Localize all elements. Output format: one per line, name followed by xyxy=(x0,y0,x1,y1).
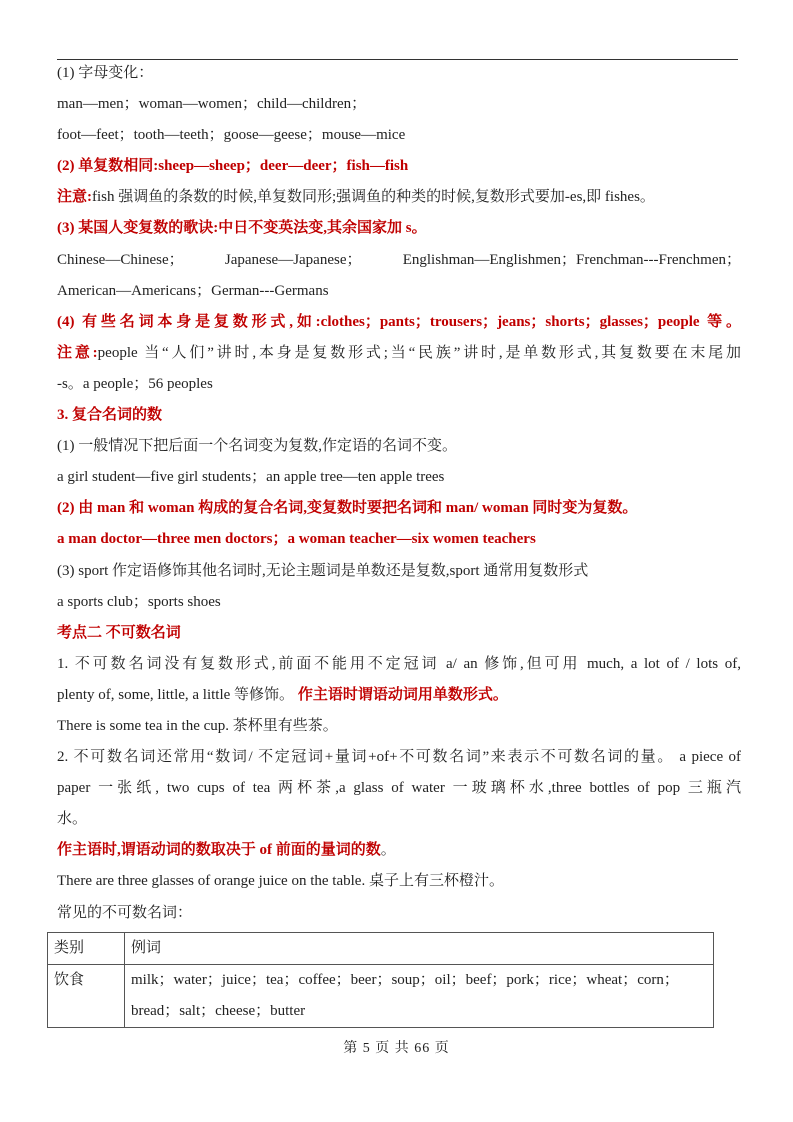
highlighted-text: 3. 复合名词的数 xyxy=(57,407,163,424)
table-row xyxy=(48,965,714,1028)
highlighted-text: 注意: xyxy=(57,189,92,206)
text-line xyxy=(57,182,741,213)
text-segment: a girl student—five girl students；an apple tree—ten apple trees xyxy=(57,469,445,486)
text-segment: There is some tea in the cup. 茶杯里有些茶。 xyxy=(57,717,338,734)
highlighted-text: (2) 单复数相同:sheep—sheep；deer—deer；fish—fish xyxy=(57,158,409,175)
text-line xyxy=(57,898,741,929)
text-line xyxy=(57,618,741,649)
text-segment: foot—feet；tooth—teeth；goose—geese；mouse—mice xyxy=(57,127,406,144)
text-line xyxy=(57,58,741,89)
text-line xyxy=(57,835,741,866)
text-line xyxy=(57,307,741,338)
highlighted-text: (3) 某国人变复数的歌诀:中日不变英法变,其余国家加 s。 xyxy=(57,220,427,237)
highlighted-text: 作主语时,谓语动词的数取决于 of 前面的量词的数 xyxy=(57,842,381,859)
highlighted-text: 注意: xyxy=(57,344,98,361)
text-line xyxy=(57,804,741,835)
text-segment: paper 一张纸, two cups of tea 两杯茶,a glass of water 一玻璃杯水,three bottles of pop 三瓶汽 xyxy=(57,780,741,797)
text-segment: plenty of, some, little, a little 等修饰。 xyxy=(57,686,298,703)
text-segment: Chinese—Chinese； Japanese—Japanese； Englishman—Englishmen；Frenchman---Frenchmen； xyxy=(57,251,741,268)
text-line xyxy=(57,493,741,524)
text-line xyxy=(57,866,741,897)
text-line xyxy=(57,431,741,462)
table-cell-words: milk；water；juice；tea；coffee；beer；soup；oil；beef；pork；rice；wheat；corn；bread；salt；cheese；butter xyxy=(125,965,714,1028)
text-segment: American—Americans；German---Germans xyxy=(57,282,329,299)
table-header-row xyxy=(48,933,714,965)
text-segment: man—men；woman—women；child—children； xyxy=(57,96,367,113)
text-segment: 1. 不可数名词没有复数形式,前面不能用不定冠词 a/ an 修饰,但可用 much, a lot of / lots of, xyxy=(57,655,741,672)
text-line xyxy=(57,711,741,742)
text-line xyxy=(57,462,741,493)
highlighted-text: 考点二 不可数名词 xyxy=(57,624,181,641)
text-segment: There are three glasses of orange juice on the table. 桌子上有三杯橙汁。 xyxy=(57,873,504,890)
text-line xyxy=(57,524,741,555)
text-line xyxy=(57,276,741,307)
text-segment: 常见的不可数名词： xyxy=(57,904,193,921)
text-segment: 2. 不可数名词还常用“数词/ 不定冠词+量词+of+不可数名词”来表示不可数名词的量。 a piece of xyxy=(57,749,741,766)
text-segment: fish 强调鱼的条数的时候,单复数同形;强调鱼的种类的时候,复数形式要加-es,即 fishes。 xyxy=(92,189,655,206)
table-header-examples: 例词 xyxy=(125,933,714,965)
text-segment: -s。a people；56 peoples xyxy=(57,375,213,392)
document-body xyxy=(57,58,741,929)
text-line xyxy=(57,556,741,587)
text-segment: people 当“人们”讲时,本身是复数形式;当“民族”讲时,是单数形式,其复数要在末尾加 xyxy=(97,344,741,361)
page-footer: 第 5 页 共 66 页 xyxy=(343,1041,450,1056)
text-line xyxy=(57,680,741,711)
text-line xyxy=(57,773,741,804)
text-line xyxy=(57,338,741,369)
text-line xyxy=(57,89,741,120)
text-line xyxy=(57,369,741,400)
highlighted-text: (4) 有些名词本身是复数形式,如:clothes；pants；trousers；jeans；shorts；glasses；people 等。 xyxy=(57,313,741,330)
text-line xyxy=(57,742,741,773)
text-segment: (1) 一般情况下把后面一个名词变为复数,作定语的名词不变。 xyxy=(57,438,457,455)
table-header-category: 类别 xyxy=(48,933,125,965)
text-segment: 水。 xyxy=(57,811,88,828)
highlighted-text: a man doctor—three men doctors；a woman teacher—six women teachers xyxy=(57,531,536,548)
text-segment: (3) sport 作定语修饰其他名词时,无论主题词是单数还是复数,sport 通常用复数形式 xyxy=(57,562,589,579)
text-line xyxy=(57,213,741,244)
uncountable-nouns-table xyxy=(47,932,714,1028)
text-line xyxy=(57,400,741,431)
highlighted-text: 作主语时谓语动词用单数形式。 xyxy=(297,686,508,703)
text-line xyxy=(57,245,741,276)
text-line xyxy=(57,151,741,182)
text-segment: 。 xyxy=(380,842,396,859)
highlighted-text: (2) 由 man 和 woman 构成的复合名词,变复数时要把名词和 man/ woman 同时变为复数。 xyxy=(57,500,638,517)
text-segment: (1) 字母变化： xyxy=(57,65,154,81)
text-line xyxy=(57,587,741,618)
text-line xyxy=(57,649,741,680)
text-segment: a sports club；sports shoes xyxy=(57,593,221,610)
table-cell-category: 饮食 xyxy=(48,965,125,1028)
text-line xyxy=(57,120,741,151)
